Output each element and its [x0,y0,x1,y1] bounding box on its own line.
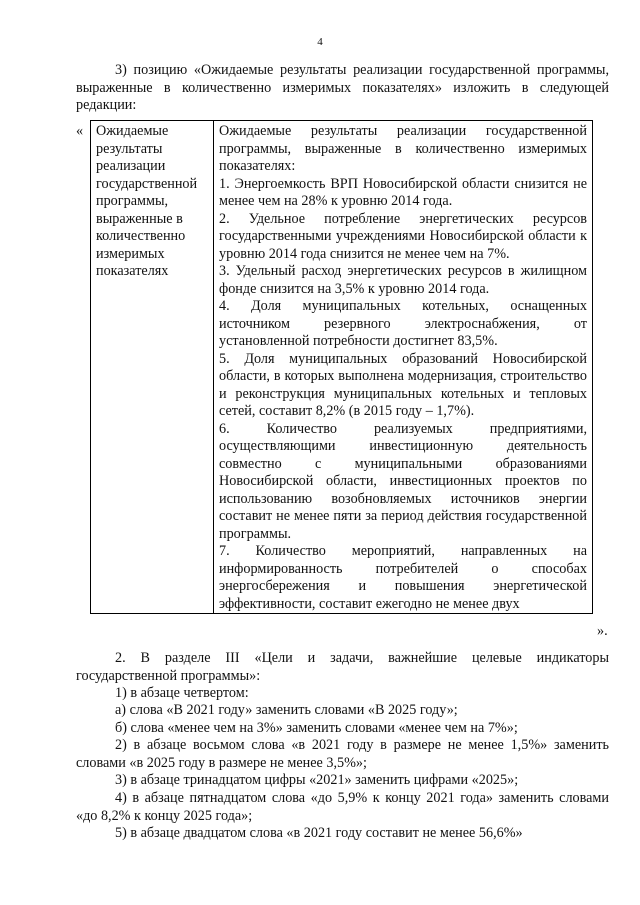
results-table [90,120,593,614]
intro-paragraph: 3) позицию «Ожидаемые результаты реализации государственной программы, выраженные в количественно измеримых показателях» изложить в следующей редакции: [76,62,609,113]
list-item: 4) в абзаце пятнадцатом слова «до 5,9% к концу 2021 года» заменить словами «до 8,2% к концу 2025 года»; [76,790,609,824]
closing-quote: ». [597,623,608,639]
result-item-4: 4. Доля муниципальных котельных, оснащенных источником резервного электроснабжения, от установленной потребности достигнет 83,5%. [219,298,587,349]
result-item-1: 1. Энергоемкость ВРП Новосибирской области снизится не менее чем на 28% к уровню 2014 года. [219,175,587,209]
table-row [91,121,593,614]
list-item: 2) в абзаце восьмом слова «в 2021 году в размере не менее 1,5%» заменить словами «в 2025 году в размере не менее 3,5%»; [76,737,609,771]
result-item-6: 6. Количество реализуемых предприятиями, осуществляющими инвестиционную деятельность совместно с муниципальными образованиями Новосибирской области, инвестиционных проектов по использованию возобновляемых источников энергии составит не менее пяти за период действия государственной программы. [219,420,587,542]
opening-quote: « [76,123,84,139]
list-item: 1) в абзаце четвертом: [115,685,249,701]
result-item-7: 7. Количество мероприятий, направленных на информированность потребителей о способах энергосбережения и повышения энергетической эффективности, составит ежегодно не менее двух [219,543,587,612]
result-item-2: 2. Удельное потребление энергетических ресурсов государственными учреждениями Новосибирской области к уровню 2014 года снизится не менее чем на 7%. [219,210,587,262]
right-cell [214,121,593,614]
result-item-5: 5. Доля муниципальных образований Новосибирской области, в которых выполнена модернизация, строительство и реконструкция муниципальных котельных и тепловых сетей, составит 8,2% (в 2015 году – 1,7%). [219,350,587,419]
list-item: 3) в абзаце тринадцатом цифры «2021» заменить цифрами «2025»; [115,772,519,788]
right-cell-intro: Ожидаемые результаты реализации государственной программы, выраженные в количественно измеримых показателях: [219,123,587,174]
section-2-paragraph: 2. В разделе III «Цели и задачи, важнейшие целевые индикаторы государственной программы»: [76,650,609,684]
page-number: 4 [317,36,323,48]
list-item: а) слова «В 2021 году» заменить словами «В 2025 году»; [115,702,458,718]
left-cell: Ожидаемые результаты реализации государственной программы, выраженные в количественно измеримых показателях [91,121,214,614]
result-item-3: 3. Удельный расход энергетических ресурсов в жилищном фонде снизится на 3,5% к уровню 2014 года. [219,263,587,297]
list-item: б) слова «менее чем на 3%» заменить словами «менее чем на 7%»; [115,720,518,736]
list-item: 5) в абзаце двадцатом слова «в 2021 году составит не менее 56,6%» [115,825,523,841]
